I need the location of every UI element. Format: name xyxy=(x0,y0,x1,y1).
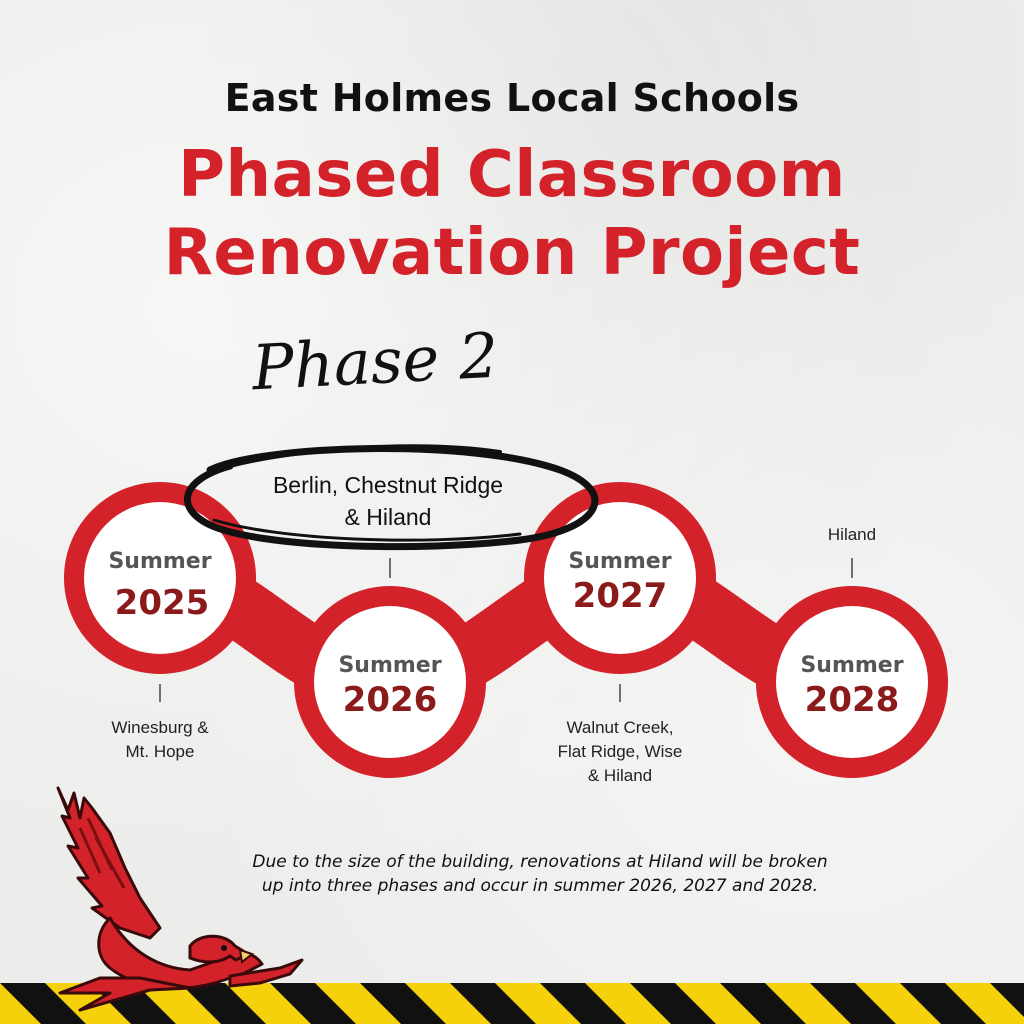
year-2025: 2025 xyxy=(114,583,210,623)
district-title: East Holmes Local Schools xyxy=(224,76,800,120)
season-2026: Summer xyxy=(338,653,442,678)
caption-line1: Due to the size of the building, renovations at Hiland will be broken xyxy=(252,852,828,872)
school-line: Walnut Creek, xyxy=(566,718,674,737)
project-title-line1: Phased Classroom xyxy=(178,138,846,212)
school-line: Berlin, Chestnut Ridge xyxy=(272,472,504,498)
school-line: Flat Ridge, Wise xyxy=(557,742,683,761)
year-2027: 2027 xyxy=(572,576,668,616)
school-line: & Hiland xyxy=(587,766,653,785)
season-2027: Summer xyxy=(568,549,672,574)
year-2026: 2026 xyxy=(342,680,438,720)
phase-handwritten-label: Phase 2 xyxy=(250,318,501,405)
caption-line2: up into three phases and occur in summer 2026, 2027 and 2028. xyxy=(261,876,819,896)
red-hawk-mascot-icon xyxy=(40,778,320,1013)
school-line: Winesburg & xyxy=(111,718,209,737)
season-2028: Summer xyxy=(800,653,904,678)
year-2028: 2028 xyxy=(804,680,900,720)
school-line: Mt. Hope xyxy=(125,742,195,761)
timeline-connector xyxy=(160,578,852,682)
school-line: & Hiland xyxy=(344,504,432,530)
season-2025: Summer xyxy=(108,549,212,574)
schools-2025 xyxy=(80,716,240,764)
school-line: Hiland xyxy=(827,525,877,544)
schools-2026 xyxy=(218,469,558,533)
schools-2028 xyxy=(792,523,912,547)
project-title-line2: Renovation Project xyxy=(163,216,861,290)
schools-2027 xyxy=(530,716,710,788)
